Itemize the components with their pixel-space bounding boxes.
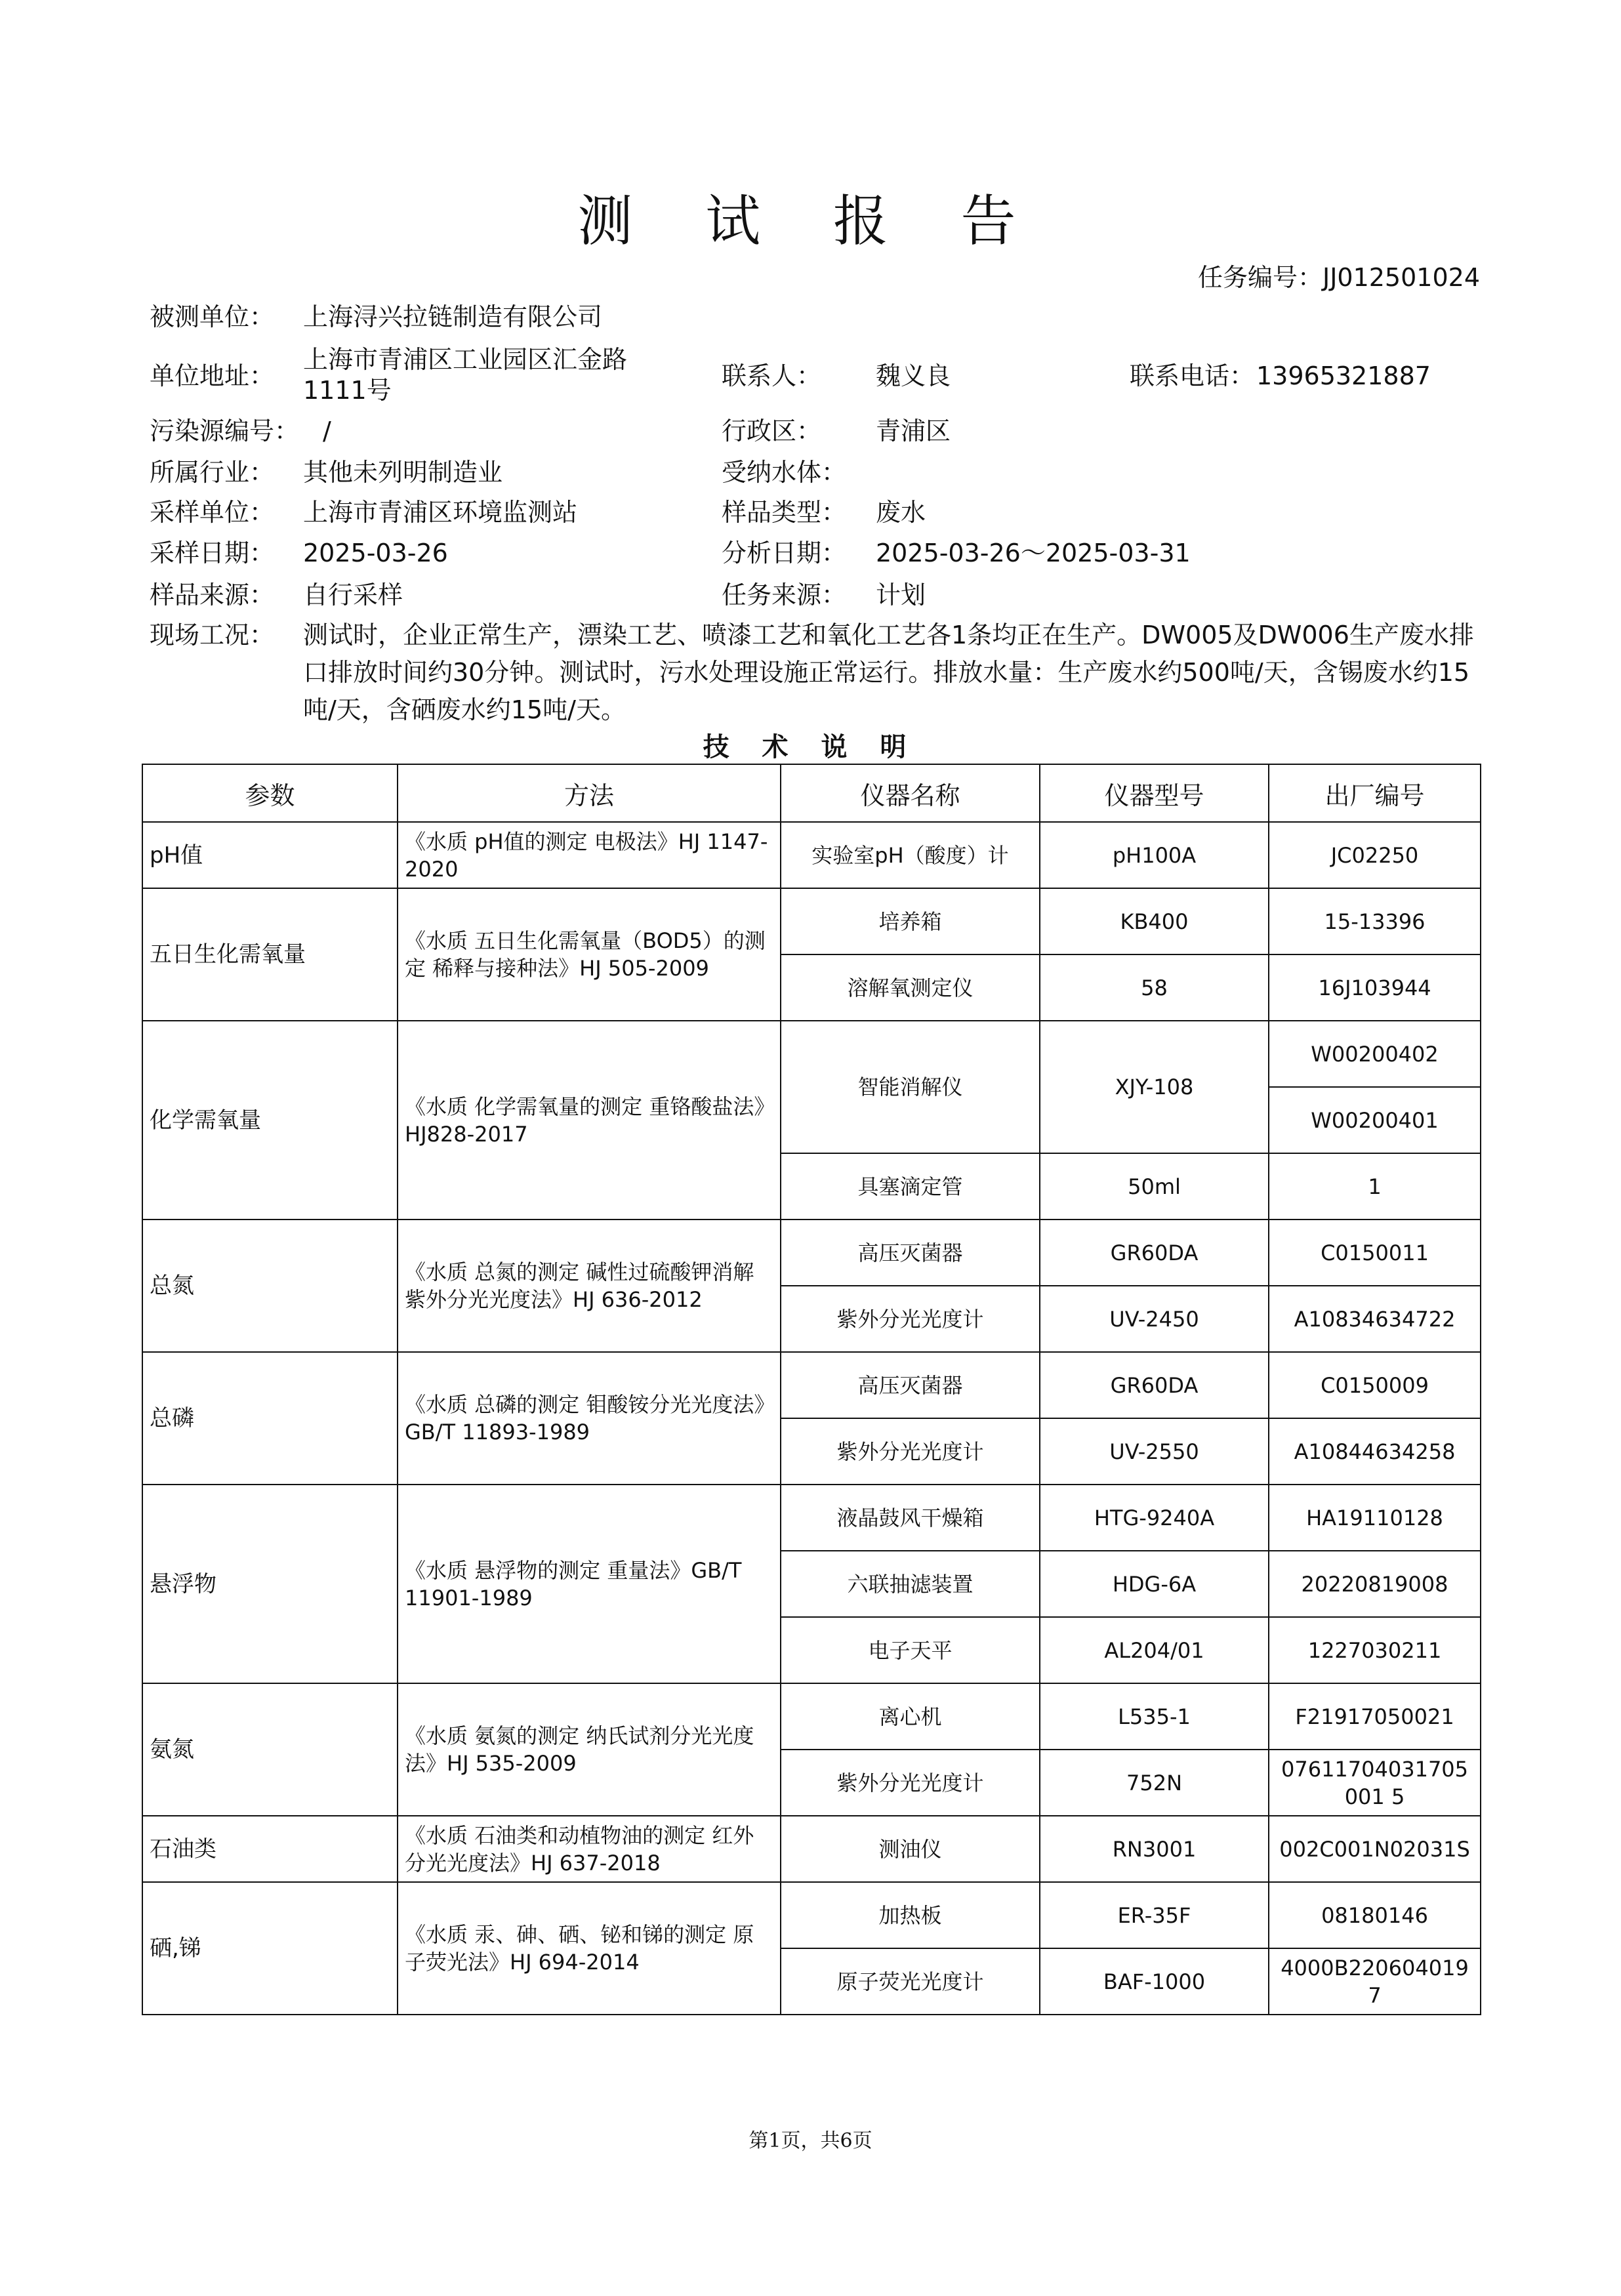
model-cell: GR60DA (1040, 1220, 1269, 1286)
report-title: 测 试 报 告 (577, 189, 1044, 253)
sample-source-label: 样品来源： (150, 581, 275, 609)
model-cell: HDG-6A (1040, 1551, 1269, 1617)
sample-date-label: 采样日期： (150, 539, 275, 567)
serial-cell: 4000B2206040197 (1269, 1948, 1481, 2015)
serial-cell: W00200402 (1269, 1021, 1481, 1087)
table-row (142, 1352, 1481, 1418)
header-method: 方法 (398, 764, 781, 822)
serial-cell: 002C001N02031S (1269, 1816, 1481, 1882)
param-cell: pH值 (142, 822, 398, 888)
section-title: 技 术 说 明 (703, 732, 918, 762)
param-cell: 氨氮 (142, 1683, 398, 1816)
serial-cell: A10844634258 (1269, 1418, 1481, 1485)
instrument-cell: 培养箱 (781, 888, 1040, 954)
industry-value: 其他未列明制造业 (303, 458, 503, 487)
method-cell: 《水质 总磷的测定 钼酸铵分光光度法》GB/T 11893-1989 (398, 1352, 781, 1485)
table-row (142, 822, 1481, 888)
param-cell: 总氮 (142, 1220, 398, 1352)
serial-cell: 20220819008 (1269, 1551, 1481, 1617)
serial-cell: 08180146 (1269, 1882, 1481, 1948)
param-cell: 化学需氧量 (142, 1021, 398, 1220)
instrument-cell: 实验室pH（酸度）计 (781, 822, 1040, 888)
header-model: 仪器型号 (1040, 764, 1269, 822)
serial-cell: C0150011 (1269, 1220, 1481, 1286)
table-row (142, 1021, 1481, 1087)
header-serial: 出厂编号 (1269, 764, 1481, 822)
page-footer: 第1页，共6页 (749, 2129, 872, 2152)
instrument-cell: 原子荧光光度计 (781, 1948, 1040, 2015)
unit-label: 被测单位： (150, 302, 275, 331)
serial-cell: 07611704031705001 5 (1269, 1750, 1481, 1816)
serial-cell: 1 (1269, 1153, 1481, 1220)
method-cell: 《水质 总氮的测定 碱性过硫酸钾消解紫外分光光度法》HJ 636-2012 (398, 1220, 781, 1352)
industry-label: 所属行业： (150, 458, 275, 487)
method-cell: 《水质 氨氮的测定 纳氏试剂分光光度法》HJ 535-2009 (398, 1683, 781, 1816)
phone-value: 13965321887 (1256, 361, 1431, 390)
instrument-cell: 液晶鼓风干燥箱 (781, 1485, 1040, 1551)
instrument-cell: 六联抽滤装置 (781, 1551, 1040, 1617)
site-condition-label: 现场工况： (150, 621, 275, 649)
instrument-cell: 测油仪 (781, 1816, 1040, 1882)
header-param: 参数 (142, 764, 398, 822)
instrument-cell: 紫外分光光度计 (781, 1750, 1040, 1816)
model-cell: HTG-9240A (1040, 1485, 1269, 1551)
site-condition-text: 测试时，企业正常生产，漂染工艺、喷漆工艺和氧化工艺各1条均正在生产。DW005及DW006生产废水排口排放时间约30分钟。测试时，污水处理设施正常运行。排放水量：生产废水约500吨/天，含锡废水约15吨/天，含硒废水约15吨/天。 (303, 621, 1474, 724)
instrument-cell: 具塞滴定管 (781, 1153, 1040, 1220)
task-source-label: 任务来源： (722, 581, 847, 609)
serial-cell: F21917050021 (1269, 1683, 1481, 1750)
method-cell: 《水质 汞、砷、硒、铋和锑的测定 原子荧光法》HJ 694-2014 (398, 1882, 781, 2015)
serial-cell: C0150009 (1269, 1352, 1481, 1418)
model-cell: GR60DA (1040, 1352, 1269, 1418)
serial-cell: 15-13396 (1269, 888, 1481, 954)
serial-cell: A10834634722 (1269, 1286, 1481, 1352)
model-cell: RN3001 (1040, 1816, 1269, 1882)
instrument-cell: 智能消解仪 (781, 1021, 1040, 1153)
table-row (142, 888, 1481, 954)
phone-label: 联系电话： (1130, 361, 1255, 390)
technical-table (142, 764, 1481, 2015)
sample-type-label: 样品类型： (722, 498, 847, 527)
sample-date-value: 2025-03-26 (303, 539, 448, 567)
model-cell: AL204/01 (1040, 1617, 1269, 1683)
method-cell: 《水质 五日生化需氧量（BOD5）的测定 稀释与接种法》HJ 505-2009 (398, 888, 781, 1021)
serial-cell: HA19110128 (1269, 1485, 1481, 1551)
model-cell: ER-35F (1040, 1882, 1269, 1948)
district-value: 青浦区 (876, 417, 951, 445)
analysis-date-label: 分析日期： (722, 539, 847, 567)
instrument-cell: 加热板 (781, 1882, 1040, 1948)
model-cell: L535-1 (1040, 1683, 1269, 1750)
model-cell: BAF-1000 (1040, 1948, 1269, 2015)
contact-value: 魏义良 (876, 361, 951, 390)
instrument-cell: 紫外分光光度计 (781, 1418, 1040, 1485)
method-cell: 《水质 pH值的测定 电极法》HJ 1147-2020 (398, 822, 781, 888)
model-cell: UV-2450 (1040, 1286, 1269, 1352)
table-row (142, 1683, 1481, 1750)
instrument-cell: 电子天平 (781, 1617, 1040, 1683)
param-cell: 总磷 (142, 1352, 398, 1485)
table-row (142, 1816, 1481, 1882)
task-source-value: 计划 (876, 581, 926, 609)
table-row (142, 1485, 1481, 1551)
contact-label: 联系人： (722, 361, 822, 390)
instrument-cell: 离心机 (781, 1683, 1040, 1750)
model-cell: XJY-108 (1040, 1021, 1269, 1153)
method-cell: 《水质 悬浮物的测定 重量法》GB/T 11901-1989 (398, 1485, 781, 1683)
address-line1: 上海市青浦区工业园区汇金路 (303, 345, 628, 374)
model-cell: KB400 (1040, 888, 1269, 954)
model-cell: 752N (1040, 1750, 1269, 1816)
param-cell: 悬浮物 (142, 1485, 398, 1683)
model-cell: pH100A (1040, 822, 1269, 888)
serial-cell: W00200401 (1269, 1087, 1481, 1153)
method-cell: 《水质 化学需氧量的测定 重铬酸盐法》HJ828-2017 (398, 1021, 781, 1220)
sampler-label: 采样单位： (150, 498, 275, 527)
method-cell: 《水质 石油类和动植物油的测定 红外分光光度法》HJ 637-2018 (398, 1816, 781, 1882)
sample-type-value: 废水 (876, 498, 926, 527)
receiving-label: 受纳水体： (722, 458, 847, 487)
param-cell: 五日生化需氧量 (142, 888, 398, 1021)
param-cell: 硒,锑 (142, 1882, 398, 2015)
instrument-cell: 高压灭菌器 (781, 1220, 1040, 1286)
source-no-label: 污染源编号： (150, 417, 300, 445)
instrument-cell: 紫外分光光度计 (781, 1286, 1040, 1352)
model-cell: 50ml (1040, 1153, 1269, 1220)
sampler-value: 上海市青浦区环境监测站 (303, 498, 578, 527)
source-no-value: / (323, 417, 331, 445)
instrument-cell: 溶解氧测定仪 (781, 954, 1040, 1021)
address-line2: 1111号 (303, 376, 392, 405)
district-label: 行政区： (722, 417, 822, 445)
serial-cell: JC02250 (1269, 822, 1481, 888)
model-cell: UV-2550 (1040, 1418, 1269, 1485)
table-row (142, 1882, 1481, 1948)
param-cell: 石油类 (142, 1816, 398, 1882)
analysis-date-value: 2025-03-26～2025-03-31 (876, 539, 1191, 567)
sample-source-value: 自行采样 (303, 581, 403, 609)
unit-value: 上海浔兴拉链制造有限公司 (303, 302, 603, 331)
table-header-row (142, 764, 1481, 822)
model-cell: 58 (1040, 954, 1269, 1021)
table-row (142, 1220, 1481, 1286)
instrument-cell: 高压灭菌器 (781, 1352, 1040, 1418)
address-label: 单位地址： (150, 361, 275, 390)
task-number: 任务编号：JJ012501024 (1197, 263, 1480, 292)
serial-cell: 16J103944 (1269, 954, 1481, 1021)
serial-cell: 1227030211 (1269, 1617, 1481, 1683)
header-instrument: 仪器名称 (781, 764, 1040, 822)
